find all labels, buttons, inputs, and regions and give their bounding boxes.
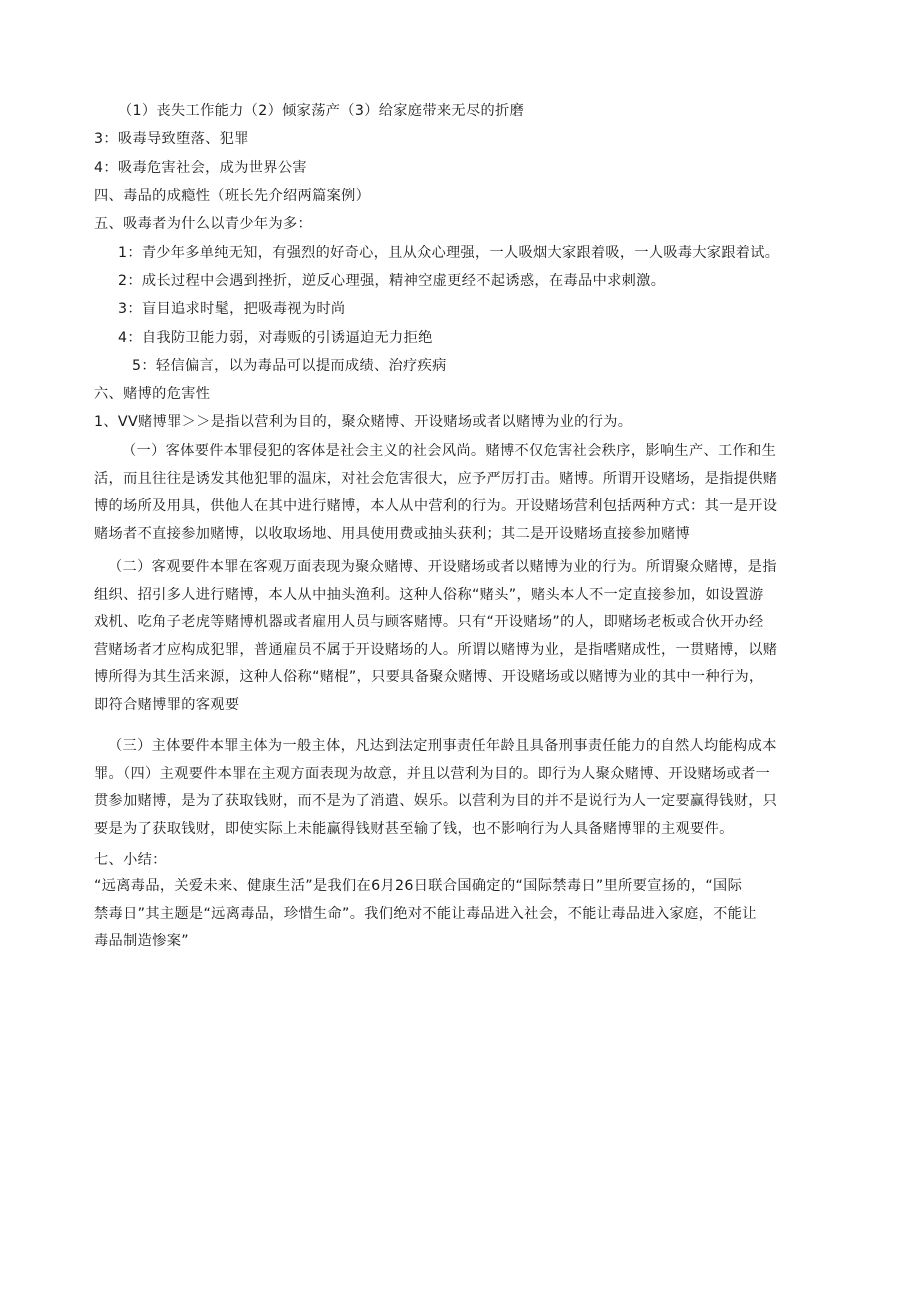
section-heading-4: 四、毒品的成瘾性（班长先介绍两篇案例） (94, 188, 371, 204)
paragraph-line: 赌场者不直接参加赌博，以收取场地、用具使用费或抽头获利；其二是开设赌场直接参加赌博 (94, 525, 691, 542)
paragraph-line: （二）客观要件本罪在客观万面表现为聚众赌博、开设赌场或者以赌博为业的行为。所谓聚众赌博，是指 (108, 559, 777, 575)
paragraph-line: 营赌场者才应构成犯罪，普通雇员不属于开设赌场的人。所谓以赌博为业，是指嗜赌成性，一贯赌博，以赌 (94, 641, 778, 658)
paragraph-summary (94, 873, 829, 956)
gambling-definition: 1、VV赌博罪＞＞是指以营利为目的，聚众赌博、开设赌场或者以赌博为业的行为。 (94, 414, 633, 430)
section-heading-5: 五、吸毒者为什么以青少年为多： (94, 216, 313, 232)
paragraph-line: 活，而且往往是诱发其他犯罪的温床，对社会危害很大，应予严厉打击。赌博。所谓开设赌场，是指提供赌 (94, 470, 778, 487)
reason-item-3: 3：盲目追求时髦，把吸毒视为时尚 (118, 301, 346, 317)
paragraph-line: 禁毒日”其主题是“远离毒品，珍惜生命”。我们绝对不能让毒品进入社会，不能让毒品进入家庭，不能让 (94, 905, 757, 922)
section-heading-7: 七、小结： (94, 852, 167, 868)
reason-item-2: 2：成长过程中会遇到挫折，逆反心理强，精神空虚更经不起诱惑，在毒品中求刺激。 (118, 273, 666, 289)
reason-item-5: 5：轻信偏言，以为毒品可以提而成绩、治疗疾病 (132, 358, 447, 374)
paragraph-line: 要是为了获取钱财，即使实际上未能赢得钱财甚至输了钱，也不影响行为人具备赌博罪的主观要件。 (94, 820, 734, 837)
reason-item-1: 1：青少年多单纯无知，有强烈的好奇心，且从众心理强，一人吸烟大家跟着吸，一人吸毒大家跟着试。 (118, 245, 780, 261)
paragraph-subjective-element (94, 733, 829, 843)
paragraph-line: （三）主体要件本罪主体为一般主体，凡达到法定刑事责任年龄且具备刑事责任能力的自然人均能构成本 (108, 738, 777, 754)
paragraph-line: “远离毒品，关爱未来、健康生活”是我们在6月26日联合国确定的“国际禁毒日”里所要宣扬的，“国际 (94, 878, 743, 894)
paragraph-object-element (94, 438, 829, 548)
harm-item-3: 3：吸毒导致堕落、犯罪 (94, 131, 249, 147)
paragraph-line: 罪。（四）主观要件本罪在主观方面表现为故意，并且以营利为目的。即行为人聚众赌博、开设赌场或者一 (94, 765, 771, 782)
paragraph-line: 戏机、吃角子老虎等赌博机器或者雇用人员与顾客赌博。只有“开设赌场”的人，即赌场老板或合伙开办经 (94, 614, 764, 630)
paragraph-line: 即符合赌博罪的客观要 (94, 696, 240, 713)
section-heading-6: 六、赌博的危害性 (94, 386, 211, 402)
paragraph-line: 贯参加赌博，是为了获取钱财，而不是为了消遣、娱乐。以营利为目的并不是说行为人一定要赢得钱财，只 (94, 793, 778, 809)
paragraph-objective-element (94, 554, 829, 719)
harm-item-4: 4：吸毒危害社会，成为世界公害 (94, 160, 307, 176)
paragraph-line: 博所得为其生活来源，这种人俗称“赌棍”，只要具备聚众赌博、开设赌场或以赌博为业的其中一种行为， (94, 669, 764, 685)
paragraph-line: 毒品制造惨案” (94, 933, 189, 949)
paragraph-line: 组织、招引多人进行赌博，本人从中抽头渔利。这种人俗称“赌头”，赌头本人不一定直接参加，如设置游 (94, 586, 764, 603)
paragraph-line: 博的场所及用具，供他人在其中进行赌博，本人从中营利的行为。开设赌场营利包括两种方式：其一是开设 (94, 498, 778, 514)
paragraph-line: （一）客体要件本罪侵犯的客体是社会主义的社会风尚。赌博不仅危害社会秩序，影响生产、工作和生 (122, 443, 777, 459)
reason-item-4: 4：自我防卫能力弱，对毒贩的引诱逼迫无力拒绝 (118, 330, 433, 346)
consequence-list: （1）丧失工作能力（2）倾家荡产（3）给家庭带来无尽的折磨 (118, 103, 525, 119)
